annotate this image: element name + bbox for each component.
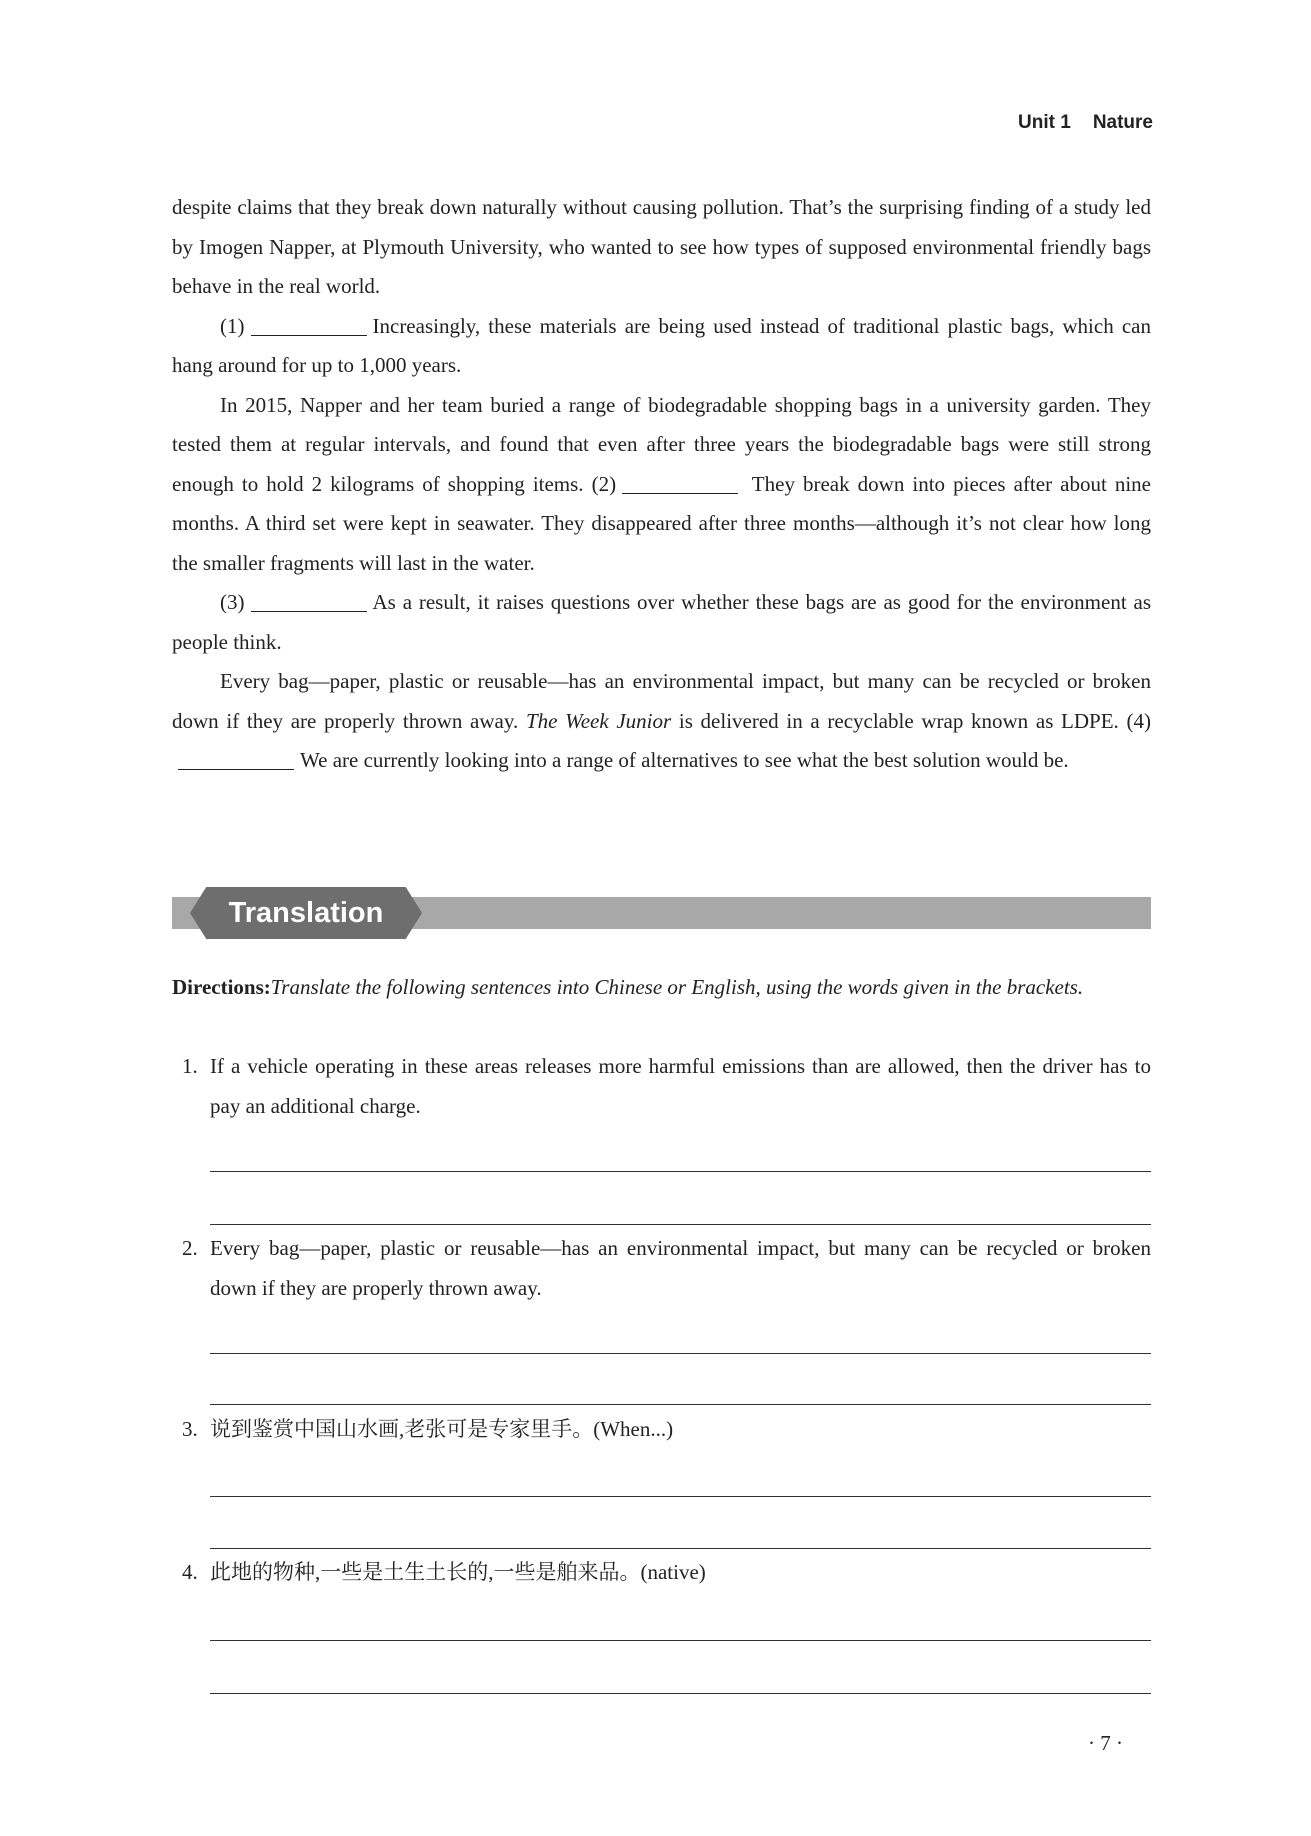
directions-label: Directions:: [172, 975, 271, 999]
passage-paragraph-5: [172, 662, 1151, 781]
passage-paragraph-2-text: Increasingly, these materials are being used instead of traditional plastic bags, which can hang around for up to 1,000 years.: [172, 313, 1151, 377]
item-number: 3.: [182, 1417, 198, 1441]
answer-line[interactable]: [210, 1224, 1151, 1225]
answer-line[interactable]: [210, 1404, 1151, 1405]
answer-line[interactable]: [210, 1496, 1151, 1497]
reading-passage: [172, 188, 1151, 781]
answer-blank-3[interactable]: [251, 591, 367, 612]
passage-paragraph-4-text: As a result, it raises questions over whether these bags are as good for the environment as people think.: [172, 590, 1151, 654]
section-title: Translation: [228, 897, 384, 929]
running-header: [1018, 112, 1153, 134]
page-number: · 7 ·: [1088, 1731, 1123, 1755]
exercise-item-2: [172, 1229, 1151, 1308]
passage-paragraph-5-b: is delivered in a recyclable wrap known as LDPE.: [678, 708, 1119, 733]
answer-line[interactable]: [210, 1640, 1151, 1641]
item-sentence: Every bag—paper, plastic or reusable—has an environmental impact, but many can be recycled or broken down if they are properly thrown away.: [210, 1236, 1151, 1300]
blank-number-3: (3): [220, 590, 245, 614]
item-number: 1.: [182, 1054, 198, 1078]
passage-paragraph-4: [172, 583, 1151, 662]
item-sentence: 此地的物种,一些是土生土长的,一些是舶来品。(native): [210, 1560, 706, 1584]
answer-line[interactable]: [210, 1693, 1151, 1694]
answer-blank-2[interactable]: [622, 473, 738, 494]
answer-blank-1[interactable]: [251, 315, 367, 336]
item-number: 2.: [182, 1236, 198, 1260]
blank-number-1: (1): [220, 313, 245, 338]
item-number: 4.: [182, 1560, 198, 1584]
exercise-item-4: [172, 1553, 1151, 1593]
publication-title: The Week Junior: [525, 708, 672, 733]
passage-paragraph-5-a: Every bag—paper, plastic or reusable—has an environmental impact, but many can be recycled or broken down if they are properly thrown away.: [172, 669, 1151, 733]
passage-paragraph-3-a: In 2015, Napper and her team buried a range of biodegradable shopping bags in a university garden. They tested them at regular intervals, and found that even after three years the biodegradable bags were still strong enough to hold 2 kilograms of shopping items.: [172, 392, 1151, 496]
passage-paragraph-1: despite claims that they break down naturally without causing pollution. That’s the surprising finding of a study led by Imogen Napper, at Plymouth University, who wanted to see how types of supposed environmental friendly bags behave in the real world.: [172, 195, 1151, 298]
answer-line[interactable]: [210, 1353, 1151, 1354]
passage-paragraph-3: [172, 386, 1151, 584]
exercise-item-3: [172, 1410, 1151, 1450]
unit-label: Unit 1: [1018, 112, 1071, 133]
exercise-item-1: [172, 1047, 1151, 1126]
item-sentence: If a vehicle operating in these areas releases more harmful emissions than are allowed, then the driver has to pay an additional charge.: [210, 1054, 1151, 1118]
answer-line[interactable]: [210, 1548, 1151, 1549]
section-banner: [172, 887, 1151, 939]
blank-number-4: (4): [1126, 708, 1151, 733]
passage-paragraph-5-c: We are currently looking into a range of alternatives to see what the best solution would be.: [300, 748, 1069, 772]
blank-number-2: (2): [591, 471, 617, 496]
item-sentence: 说到鉴赏中国山水画,老张可是专家里手。(When...): [210, 1417, 674, 1441]
unit-title: Nature: [1092, 112, 1153, 133]
directions: [172, 968, 1151, 1008]
directions-text: Translate the following sentences into Chinese or English, using the words given in the brackets.: [270, 975, 1084, 999]
answer-blank-4[interactable]: [178, 749, 294, 770]
passage-paragraph-2: [172, 307, 1151, 386]
passage-paragraph-3-b: They break down into pieces after about nine months. A third set were kept in seawater. They disappeared after three months—although it’s not clear how long the smaller fragments will last in the water.: [172, 471, 1151, 575]
answer-line[interactable]: [210, 1171, 1151, 1172]
